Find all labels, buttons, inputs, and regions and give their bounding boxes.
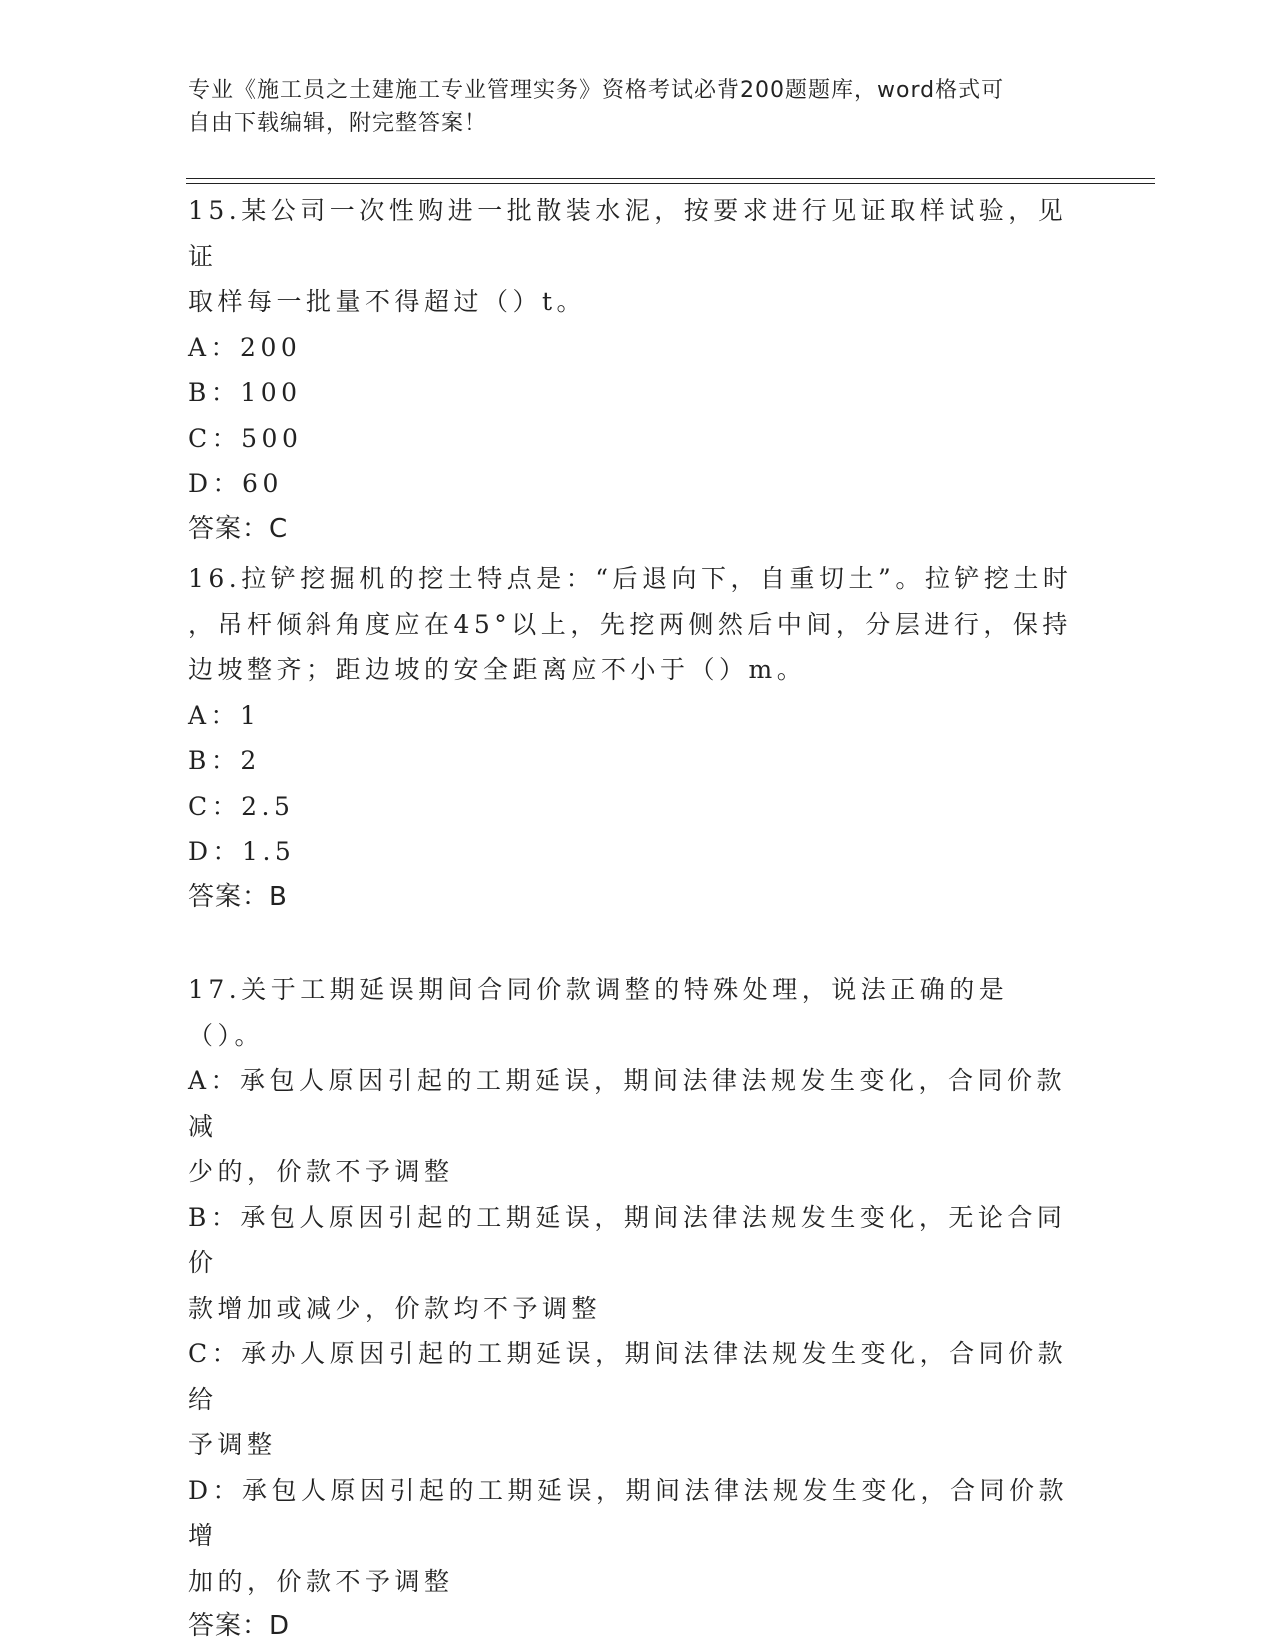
option-c-line: 予调整 [188,1430,277,1459]
header-divider-bottom [186,183,1155,184]
option-c-line: C：承办人原因引起的工期延误，期间法律法规发生变化，合同价款给 [188,1339,1068,1414]
option-d-line: D：承包人原因引起的工期延误，期间法律法规发生变化，合同价款增 [188,1475,1069,1550]
answer-line: 答案：D [188,1611,291,1641]
answer-line: 答案：C [188,513,289,544]
option-c: C：500 [188,423,303,453]
question-stem-line: 15.某公司一次性购进一批散装水泥，按要求进行见证取样试验，见证 [188,196,1068,271]
option-c: C：2.5 [188,791,295,821]
question-stem-line: 16.拉铲挖掘机的挖土特点是：“后退向下，自重切土”。拉铲挖土时 [188,564,1073,593]
option-d: D：60 [188,469,283,498]
question-stem-line: ，吊杆倾斜角度应在45°以上，先挖两侧然后中间，分层进行，保持 [188,609,1072,639]
option-d: D：1.5 [188,837,296,866]
option-d-line: 加的，价款不予调整 [188,1566,454,1596]
option-b: B：100 [188,378,302,407]
question-stem-line: 取样每一批量不得超过（）t。 [188,287,587,316]
question-16 [188,556,1078,920]
header-line-2: 自由下载编辑，附完整答案！ [188,111,488,136]
header-line-1: 专业《施工员之土建施工专业管理实务》资格考试必背200题题库，word格式可 [188,78,1005,103]
option-b: B：2 [188,746,261,775]
header-divider-top [186,178,1155,179]
option-a-line: 少的，价款不予调整 [188,1157,454,1186]
option-b-line: B：承包人原因引起的工期延误，期间法律法规发生变化，无论合同价 [188,1202,1067,1277]
question-stem-line: 边坡整齐；距边坡的安全距离应不小于（）m。 [188,655,807,684]
option-a-line: A：承包人原因引起的工期延误，期间法律法规发生变化，合同价款减 [188,1066,1067,1141]
question-17 [188,967,1078,1650]
question-15 [188,188,1078,552]
option-b-line: 款增加或减少，价款均不予调整 [188,1293,602,1323]
option-a: A：200 [188,332,302,362]
answer-line: 答案：B [188,881,288,912]
question-stem-line: 17.关于工期延误期间合同价款调整的特殊处理，说法正确的是（）。 [188,975,1009,1050]
document-header [188,74,1068,140]
option-a: A：1 [188,700,261,730]
